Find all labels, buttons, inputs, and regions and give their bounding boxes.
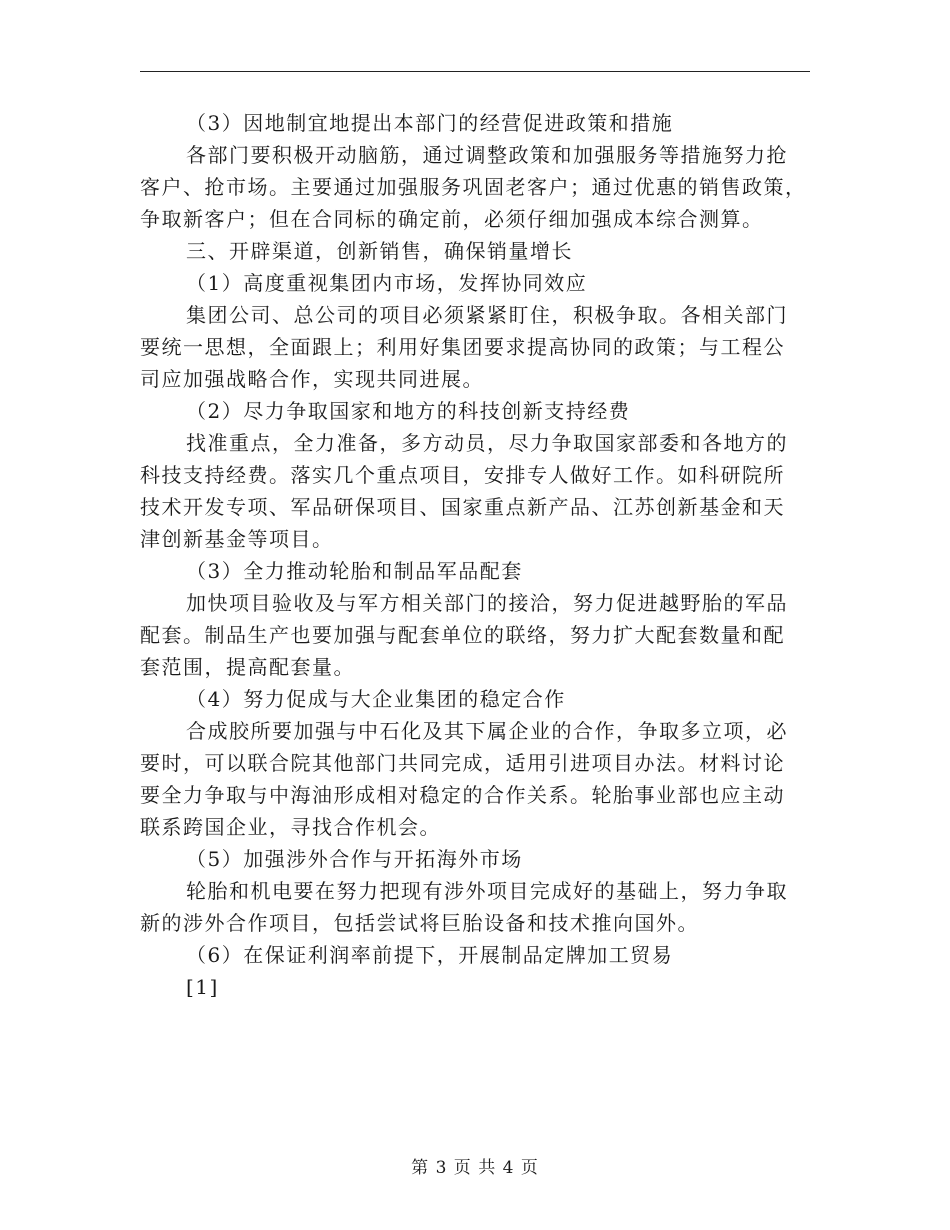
paragraph-line: 争取新客户；但在合同标的确定前，必须仔细加强成本综合测算。 <box>140 207 764 231</box>
paragraph-line: 技术开发专项、军品研保项目、国家重点新产品、江苏创新基金和天 <box>140 495 785 519</box>
header-rule <box>140 71 810 72</box>
paragraph-line: 轮胎和机电要在努力把现有涉外项目完成好的基础上，努力争取 <box>186 879 788 903</box>
subsection-heading: （6）在保证利润率前提下，开展制品定牌加工贸易 <box>186 943 674 967</box>
paragraph-line: （3）因地制宜地提出本部门的经营促进政策和措施 <box>186 111 674 135</box>
paragraph-line: 津创新基金等项目。 <box>140 527 334 551</box>
paragraph-line: 套范围，提高配套量。 <box>140 655 355 679</box>
subsection-heading: （4）努力促成与大企业集团的稳定合作 <box>186 687 566 711</box>
paragraph-line: 各部门要积极开动脑筋，通过调整政策和加强服务等措施努力抢 <box>186 143 788 167</box>
paragraph-line: 集团公司、总公司的项目必须紧紧盯住，积极争取。各相关部门 <box>186 303 788 327</box>
paragraph-line: 要时，可以联合院其他部门共同完成，适用引进项目办法。材料讨论 <box>140 751 785 775</box>
paragraph-line: 科技支持经费。落实几个重点项目，安排专人做好工作。如科研院所 <box>140 463 785 487</box>
footnote-reference: [1] <box>186 975 219 999</box>
paragraph-line: 联系跨国企业，寻找合作机会。 <box>140 815 441 839</box>
paragraph-line: 合成胶所要加强与中石化及其下属企业的合作，争取多立项，必 <box>186 719 788 743</box>
paragraph-line: 客户、抢市场。主要通过加强服务巩固老客户；通过优惠的销售政策， <box>140 175 807 199</box>
paragraph-line: 找准重点，全力准备，多方动员，尽力争取国家部委和各地方的 <box>186 431 788 455</box>
paragraph-line: 加快项目验收及与军方相关部门的接洽，努力促进越野胎的军品 <box>186 591 788 615</box>
page-number-footer: 第 3 页 共 4 页 <box>411 1158 539 1178</box>
paragraph-line: 要全力争取与中海油形成相对稳定的合作关系。轮胎事业部也应主动 <box>140 783 785 807</box>
subsection-heading: （5）加强涉外合作与开拓海外市场 <box>186 847 523 871</box>
paragraph-line: 要统一思想，全面跟上；利用好集团要求提高协同的政策；与工程公 <box>140 335 785 359</box>
paragraph-line: 新的涉外合作项目，包括尝试将巨胎设备和技术推向国外。 <box>140 911 699 935</box>
subsection-heading: （1）高度重视集团内市场，发挥协同效应 <box>186 271 588 295</box>
section-heading: 三、开辟渠道，创新销售，确保销量增长 <box>186 239 573 263</box>
subsection-heading: （2）尽力争取国家和地方的科技创新支持经费 <box>186 399 631 423</box>
document-body <box>140 107 810 1003</box>
subsection-heading: （3）全力推动轮胎和制品军品配套 <box>186 559 523 583</box>
paragraph-line: 司应加强战略合作，实现共同进展。 <box>140 367 484 391</box>
paragraph-line: 配套。制品生产也要加强与配套单位的联络，努力扩大配套数量和配 <box>140 623 785 647</box>
